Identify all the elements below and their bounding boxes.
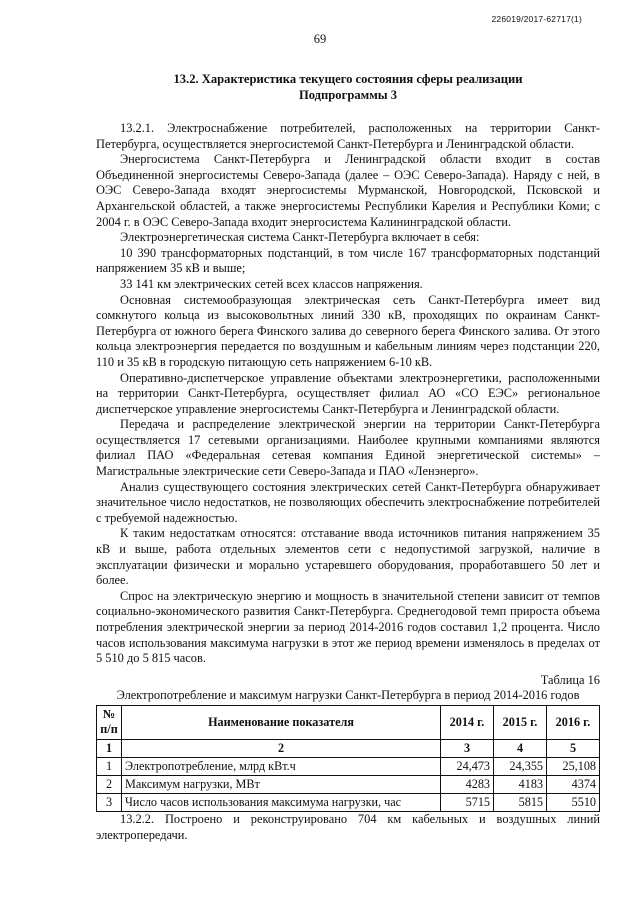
table-title: Электропотребление и максимум нагрузки Санкт-Петербурга в период 2014-2016 годов xyxy=(116,688,580,703)
table-cell: 4283 xyxy=(441,775,494,793)
paragraph: 10 390 трансформаторных подстанций, в том числе 167 трансформаторных подстанций напряжением 35 кВ и выше; xyxy=(96,245,600,276)
section-heading-line-1: 13.2. Характеристика текущего состояния сферы реализации xyxy=(173,72,523,86)
table-cell: Максимум нагрузки, МВт xyxy=(122,775,441,793)
table-cell: 1 xyxy=(97,739,122,757)
table-cell: 2 xyxy=(122,739,441,757)
header-2016: 2016 г. xyxy=(547,705,600,739)
table-cell: 3 xyxy=(441,739,494,757)
table-cell: Число часов использования максимума нагрузки, час xyxy=(122,793,441,811)
table-cell: 24,355 xyxy=(494,757,547,775)
table-row xyxy=(97,775,600,793)
table-label: Таблица 16 xyxy=(540,672,600,687)
paragraph: Передача и распределение электрической энергии на территории Санкт-Петербурга осуществляется 17 сетевыми организациями. Наиболее крупными компаниями являются филиал ПАО «Федеральная сетевая компания Единой энергетической системы» – Магистральные электрические сети Северо-Запада и ПАО «Ленэнерго». xyxy=(96,417,600,479)
paragraph: Основная системообразующая электрическая сеть Санкт-Петербурга имеет вид сомкнутого кольца из высоковольтных линий 330 кВ, проходящих по окраинам Санкт-Петербурга от южного берега Финского залива до северного берега Финского залива. От этого кольца электроэнергия передается по воздушным и кабельным линиям через подстанции 220, 110 и 35 кВ в городскую питающую сеть напряжением 6-10 кВ. xyxy=(96,292,600,369)
table-cell: Электропотребление, млрд кВт.ч xyxy=(122,757,441,775)
header-2015: 2015 г. xyxy=(494,705,547,739)
document-id: 226019/2017-62717(1) xyxy=(491,14,582,24)
table-cell: 4183 xyxy=(494,775,547,793)
section-heading-line-2: Подпрограммы 3 xyxy=(298,87,398,102)
table-index-row xyxy=(97,739,600,757)
document-body xyxy=(96,72,600,843)
table-cell: 3 xyxy=(97,793,122,811)
table-cell: 5815 xyxy=(494,793,547,811)
table-cell: 25,108 xyxy=(547,757,600,775)
table-cell: 24,473 xyxy=(441,757,494,775)
closing-paragraph: 13.2.2. Построено и реконструировано 704 км кабельных и воздушных линий электропередачи. xyxy=(96,811,600,842)
paragraph: К таким недостаткам относятся: отставание ввода источников питания напряжением 35 кВ и выше, работа отдельных элементов сети с недопустимой загрузкой, наличие в эксплуатации физически и морально устаревшего оборудования, проработавшего 50 лет и более. xyxy=(96,526,600,588)
table-cell: 4 xyxy=(494,739,547,757)
table-cell: 5 xyxy=(547,739,600,757)
header-indicator: Наименование показателя xyxy=(122,705,441,739)
paragraph: 33 141 км электрических сетей всех классов напряжения. xyxy=(120,276,423,291)
paragraph: Оперативно-диспетчерское управление объектами электроэнергетики, расположенными на территории Санкт-Петербурга, осуществляет филиал АО «СО ЕЭС» региональное диспетчерское управление энергосистемы Санкт-Петербурга и Ленинградской области. xyxy=(96,370,600,416)
section-heading xyxy=(96,72,600,103)
table-cell: 5715 xyxy=(441,793,494,811)
paragraph: Анализ существующего состояния электрических сетей Санкт-Петербурга обнаруживает значительное число недостатков, не позволяющих обеспечить электроснабжение потребителей с требуемой надежностью. xyxy=(96,479,600,525)
data-table xyxy=(96,705,600,812)
table-header-row xyxy=(97,705,600,739)
table-cell: 5510 xyxy=(547,793,600,811)
table-cell: 4374 xyxy=(547,775,600,793)
paragraph: 13.2.1. Электроснабжение потребителей, расположенных на территории Санкт-Петербурга, осуществляется энергосистемой Санкт-Петербурга и Ленинградской области. xyxy=(96,121,600,151)
table-row xyxy=(97,793,600,811)
page-number: 69 xyxy=(313,32,327,46)
table-cell: 1 xyxy=(97,757,122,775)
table-row xyxy=(97,757,600,775)
paragraph: Электроэнергетическая система Санкт-Петербурга включает в себя: xyxy=(120,230,480,245)
header-2014: 2014 г. xyxy=(441,705,494,739)
header-number: № п/п xyxy=(97,705,122,739)
table-cell: 2 xyxy=(97,775,122,793)
paragraph: Спрос на электрическую энергию и мощность в значительной степени зависит от темпов социально-экономического развития Санкт-Петербурга. Среднегодовой темп прироста объема потребления электрической энергии за период 2014-2016 годов составил 1,2 процента. Число часов использования максимума нагрузки в этот же период времени изменялось в пределах от 5 510 до 5 815 часов. xyxy=(96,588,600,666)
paragraph: Энергосистема Санкт-Петербурга и Ленинградской области входит в состав Объединенной энергосистемы Северо-Запада (далее – ОЭС Северо-Запада). Наряду с ней, в ОЭС Северо-Запада входят энергосистемы Мурманской, Новгородской, Псковской и Архангельской областей, а также энергосистемы Республики Карелия и Республики Коми; с 2004 г. в ОЭС Северо-Запада входит энергосистема Калининградской области. xyxy=(96,152,600,229)
